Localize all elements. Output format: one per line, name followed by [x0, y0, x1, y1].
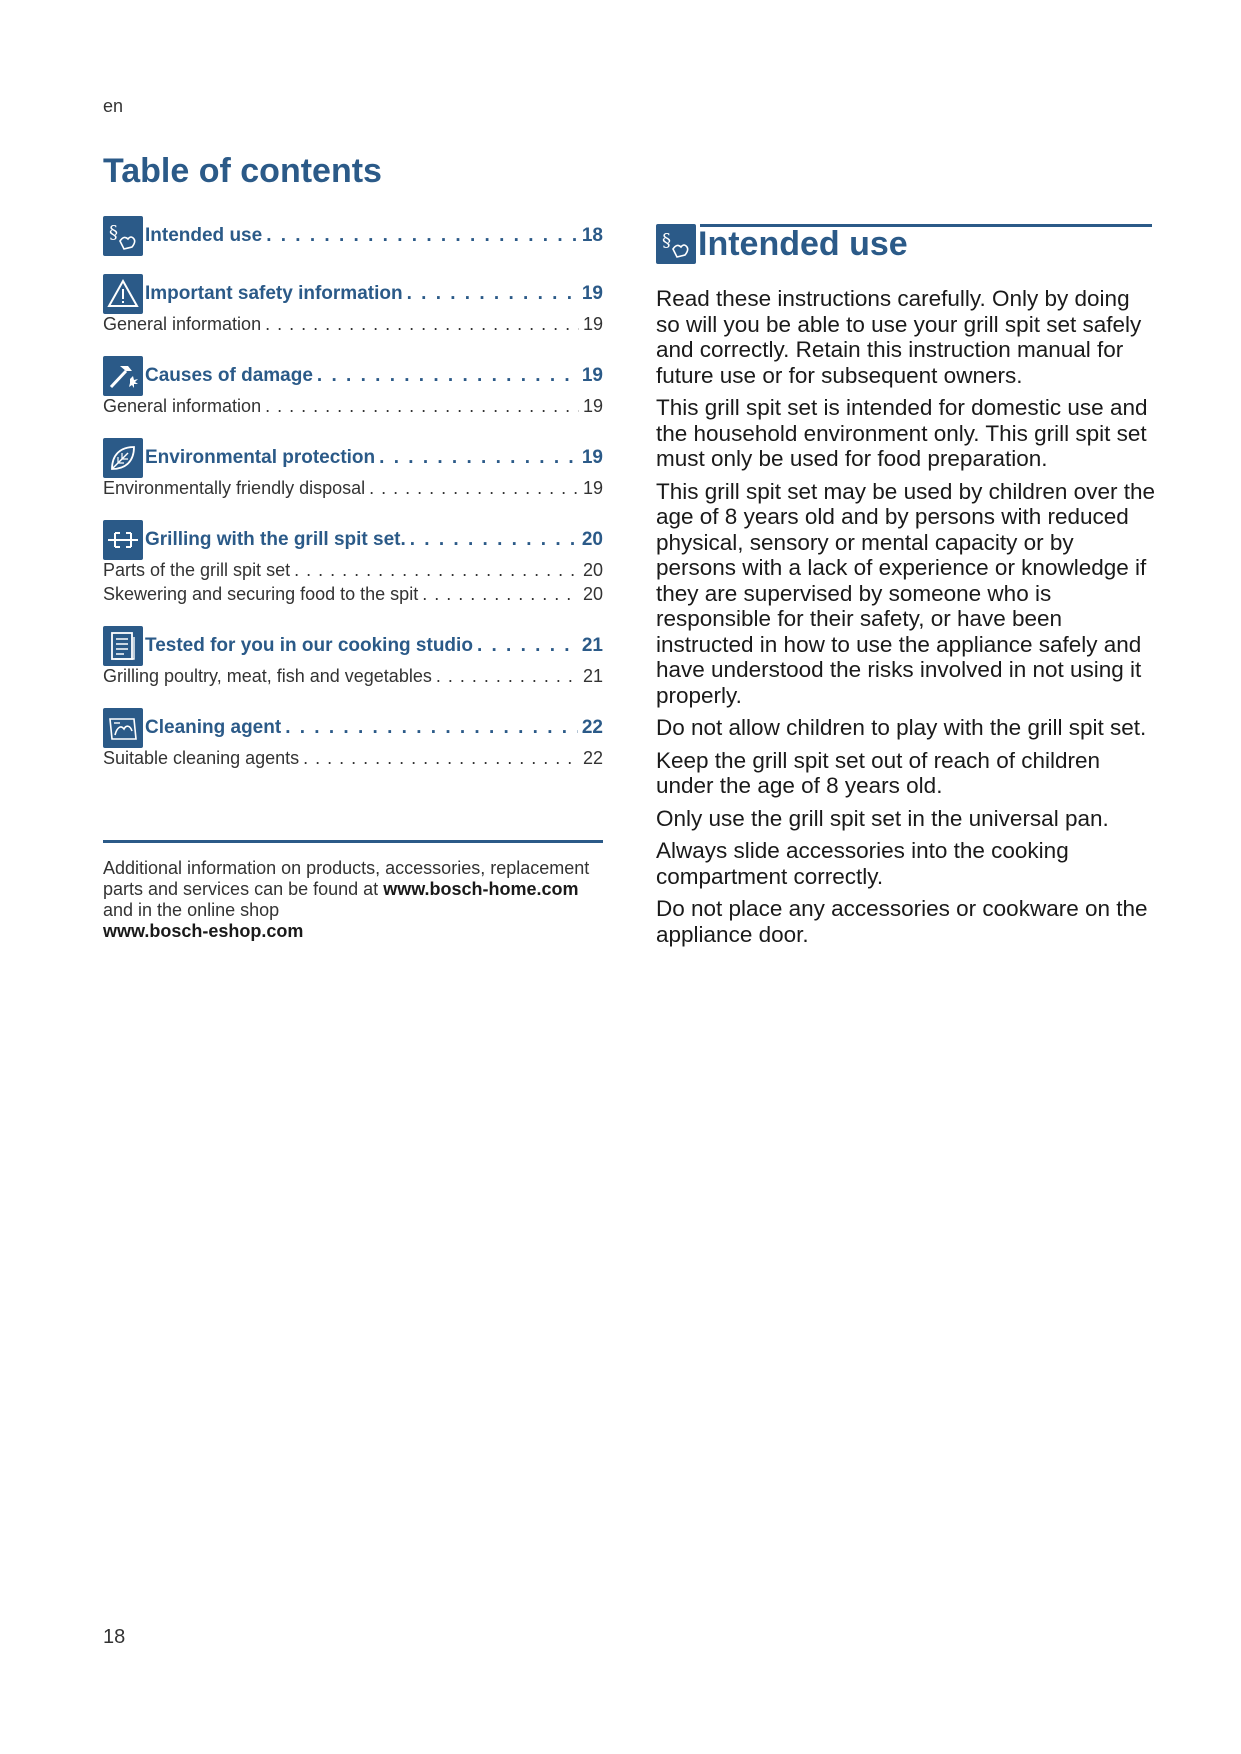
toc-entry[interactable]: [103, 666, 603, 690]
toc-entry-label: Parts of the grill spit set: [103, 560, 291, 580]
toc-entry-page: 19: [582, 396, 603, 416]
section-title: Intended use: [698, 224, 908, 263]
toc-section: [103, 708, 603, 772]
toc-entry-label: Tested for you in our cooking studio: [145, 635, 473, 656]
svg-text:§: §: [662, 230, 671, 251]
section-body: [656, 286, 1156, 947]
toc-section: [103, 438, 603, 502]
svg-text:§: §: [109, 222, 118, 243]
toc-entry[interactable]: [145, 717, 603, 739]
toc-entry[interactable]: [145, 529, 603, 551]
body-paragraph: Always slide accessories into the cooking compartment correctly.: [656, 838, 1069, 889]
page-number: 18: [103, 1626, 126, 1648]
paragraph-hand-icon: [103, 216, 143, 256]
toc-sub-entry: [103, 478, 603, 502]
toc-entry[interactable]: [103, 748, 603, 772]
dot-leader: [379, 447, 578, 469]
toc-entry-label: Suitable cleaning agents: [103, 748, 300, 768]
toc-entry[interactable]: [145, 635, 603, 657]
body-paragraph: Do not allow children to play with the grill spit set.: [656, 715, 1147, 740]
divider: [103, 840, 603, 843]
bosch-home-link[interactable]: www.bosch-home.com: [383, 879, 579, 899]
dot-leader: [407, 283, 578, 305]
toc-entry-label: Important safety information: [145, 283, 403, 304]
toc-entry-page: 21: [581, 635, 603, 656]
body-paragraph: This grill spit set may be used by children over the age of 8 years old and by persons with reduced physical, sensory or mental capacity or by persons with a lack of experience or knowledge if they are supervised by someone who is responsible for their safety, or have been instructed in how to use the appliance safely and have understood the risks involved in not using it properly.: [656, 478, 1155, 708]
additional-info: [103, 858, 603, 942]
toc-entry-page: 19: [582, 314, 603, 334]
toc-entry-label: Environmentally friendly disposal: [103, 478, 366, 498]
toc-sub-entry: [103, 314, 603, 338]
toc-main-entry: [103, 356, 603, 396]
toc-entry-label: Intended use: [145, 225, 263, 246]
toc-main-entry: [103, 216, 603, 256]
toc-entry-page: 21: [582, 666, 603, 686]
toc-entry-label: General information: [103, 314, 262, 334]
toc-entry[interactable]: [103, 584, 603, 608]
toc-entry-page: 20: [581, 529, 603, 550]
toc-entry-page: 19: [581, 365, 603, 386]
toc-main-entry: [103, 438, 603, 478]
dot-leader: [265, 396, 579, 417]
toc-sub-entry: [103, 396, 603, 420]
toc-sub-entry: [103, 560, 603, 584]
toc-sub-entry: [103, 584, 603, 608]
toc-entry[interactable]: [145, 225, 603, 247]
toc-entry-page: 22: [581, 717, 603, 738]
toc-entry-label: Cleaning agent: [145, 717, 282, 738]
toc-entry-page: 20: [582, 560, 603, 580]
body-paragraph: Do not place any accessories or cookware on the appliance door.: [656, 896, 1148, 947]
dot-leader: [266, 225, 578, 247]
table-of-contents: [103, 216, 603, 790]
language-code: en: [103, 96, 124, 116]
dot-leader: [285, 717, 578, 739]
dot-leader: [317, 365, 578, 387]
toc-entry[interactable]: [103, 314, 603, 338]
toc-entry-page: 20: [582, 584, 603, 604]
leaf-icon: [103, 438, 143, 478]
body-paragraph: Keep the grill spit set out of reach of children under the age of 8 years old.: [656, 747, 1101, 798]
dot-leader: [294, 560, 579, 581]
toc-sub-entry: [103, 748, 603, 772]
info-text-1: Additional information on products, accessories, replacement parts and services can be found at: [103, 858, 590, 899]
toc-entry-label: Environmental protection: [145, 447, 376, 468]
toc-entry[interactable]: [103, 396, 603, 420]
recipe-sheet-icon: [103, 626, 143, 666]
intended-use-section: [656, 224, 1156, 954]
toc-main-entry: [103, 626, 603, 666]
paragraph-hand-icon: [656, 224, 696, 264]
toc-sub-entry: [103, 666, 603, 690]
grill-spit-icon: [103, 520, 143, 560]
toc-section: [103, 274, 603, 338]
toc-entry-label: Grilling poultry, meat, fish and vegetables: [103, 666, 432, 686]
toc-entry[interactable]: [103, 478, 603, 502]
toc-main-entry: [103, 520, 603, 560]
hammer-damage-icon: [103, 356, 143, 396]
toc-entry[interactable]: [103, 560, 603, 584]
info-text-2: and in the online shop: [103, 900, 280, 920]
toc-title: Table of contents: [103, 152, 382, 190]
toc-section: [103, 520, 603, 608]
warning-triangle-icon: [103, 274, 143, 314]
toc-entry-label: Grilling with the grill spit set.: [145, 529, 406, 550]
toc-entry-page: 19: [581, 447, 603, 468]
body-paragraph: Read these instructions carefully. Only by doing so will you be able to use your grill spit set safely and correctly. Retain this instruction manual for future use or for subsequent owners.: [656, 286, 1142, 388]
toc-entry-page: 19: [581, 283, 603, 304]
body-paragraph: This grill spit set is intended for domestic use and the household environment only. This grill spit set must only be used for food preparation.: [656, 395, 1148, 471]
toc-section: [103, 356, 603, 420]
dot-leader: [265, 314, 579, 335]
dot-leader: [303, 748, 579, 769]
toc-entry-label: Skewering and securing food to the spit: [103, 584, 419, 604]
toc-entry-label: Causes of damage: [145, 365, 313, 386]
toc-entry[interactable]: [145, 365, 603, 387]
section-heading: [656, 224, 1156, 264]
toc-entry[interactable]: [145, 447, 603, 469]
dot-leader: [369, 478, 579, 499]
dot-leader: [477, 635, 578, 657]
body-paragraph: Only use the grill spit set in the universal pan.: [656, 805, 1109, 831]
dot-leader: [436, 666, 579, 687]
dot-leader: [422, 584, 579, 605]
toc-main-entry: [103, 708, 603, 748]
dot-leader: [410, 529, 578, 551]
toc-entry-page: 19: [582, 478, 603, 498]
toc-section: [103, 216, 603, 256]
toc-entry[interactable]: [145, 283, 603, 305]
toc-entry-page: 22: [582, 748, 603, 768]
toc-main-entry: [103, 274, 603, 314]
toc-section: [103, 626, 603, 690]
bosch-eshop-link[interactable]: www.bosch-eshop.com: [103, 921, 304, 941]
toc-entry-page: 18: [581, 225, 603, 246]
toc-entry-label: General information: [103, 396, 262, 416]
cleaning-hand-icon: [103, 708, 143, 748]
